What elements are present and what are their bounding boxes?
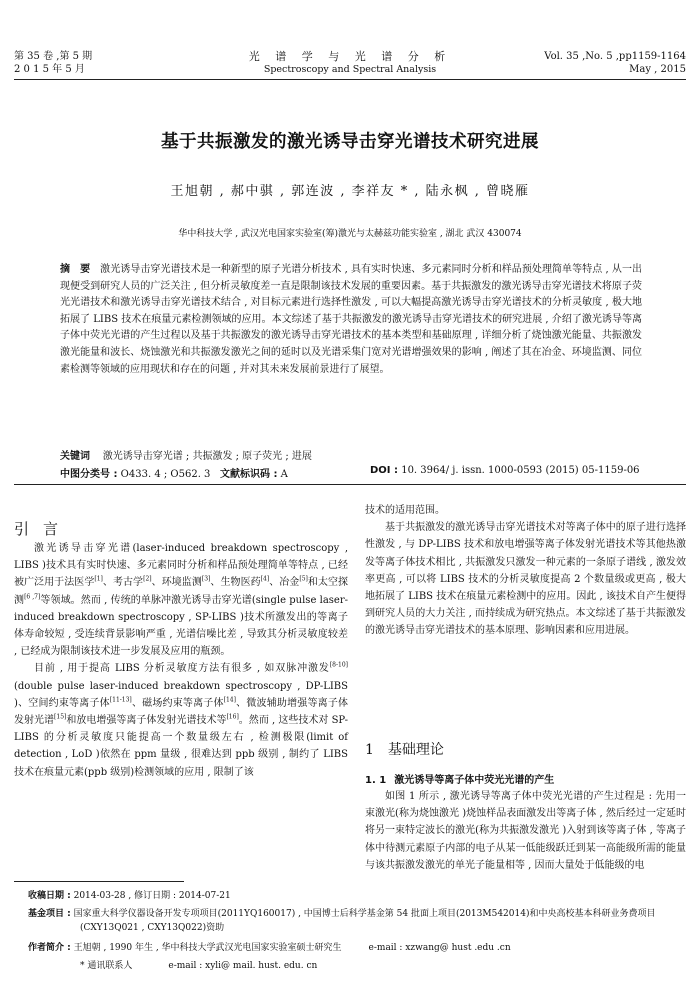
citation[interactable]: [14] xyxy=(223,696,236,704)
affiliation: 华中科技大学 , 武汉光电国家实验室(筹)激光与太赫兹功能实验室 , 湖北 武汉 430074 xyxy=(178,229,522,239)
intro-paragraph-3: 基于共振激发的激光诱导击穿光谱技术对等离子体中的原子进行选择性激发 , 与 DP-LIBS 技术和放电增强等离子体发射光谱技术等其他热激发等离子体技术相比 , 共振激发只激发一种元素的一条原子谱线 , 激发效率更高 , 可以将 LIBS 技术的分析灵敏度提高 2 个数量级或更高 , 极大地拓展了 LIBS 技术在痕量元素检测中的应用。因此 , 该技术自产生便得到研究人员的大力关注 , 而持续成为研究热点。本文综述了基于共振激发的激光诱导击穿光谱技术的基本原理、影响因素和应用进展。 xyxy=(365,522,686,637)
section-1-heading xyxy=(365,739,458,759)
received-value: 2014-03-28 , 修订日期 : 2014-07-21 xyxy=(73,891,231,901)
subsection-1-1-number: 1. 1 xyxy=(365,775,387,786)
abstract-divider xyxy=(14,484,686,485)
author-list: 王旭朝 , 郝中骐 , 郭连波 , 李祥友 * , 陆永枫 , 曾晓雁 xyxy=(170,184,530,199)
footnote-corresponding: * 通讯联系人 e-mail : xyli@ mail. hust. edu. cn xyxy=(80,961,318,971)
footnote-received xyxy=(28,889,688,903)
fund-value: 国家重大科学仪器设备开发专项项目(2011YQ160017) , 中国博士后科学基金第 54 批面上项目(2013M542014)和中央高校基本科研业务费项目(CXY13Q021 , CXY13Q022)资助 xyxy=(73,909,656,933)
footnote-divider xyxy=(14,881,184,882)
clc-code xyxy=(60,465,210,480)
paper-title: 基于共振激发的激光诱导击穿光谱技术研究进展 xyxy=(161,132,539,152)
received-label: 收稿日期 : xyxy=(28,891,71,901)
doi xyxy=(370,465,640,476)
doc-label: 文献标识码 : xyxy=(220,469,278,480)
intro-heading: 引言 xyxy=(14,520,73,538)
author-label: 作者简介 : xyxy=(28,943,71,953)
citation[interactable]: [6 ,7] xyxy=(24,593,41,601)
abstract xyxy=(60,262,642,378)
citation[interactable]: [11-13] xyxy=(109,696,132,704)
abstract-label: 摘 要 xyxy=(60,264,91,275)
document-code xyxy=(220,465,288,480)
citation[interactable]: [5] xyxy=(299,576,308,584)
intro-paragraph-2: 目前 , 用于提高 LIBS 分析灵敏度方法有很多 , 如双脉冲激发[8-10](double pulse laser-induced breakdown spectroscopy , DP-LIBS )、空间约束等离子体[11-13]、磁场约束等离子体[14]、微波辅助增强等离子体发射光谱[15]和放电增强等离子体发射光谱技术等[16]。然而 , 这些技术对 SP-LIBS 的分析灵敏度只能提高一个数量级左右 , 检测极限(limit of detection , LoD )依然在 ppm 量级 , 很难达到 ppb 级别 , 制约了 LIBS 技术在痕量元素(ppb 级别)检测领域的应用 , 限制了该 xyxy=(14,662,349,778)
header-divider xyxy=(14,79,686,80)
clc-value: O433. 4 ; O562. 3 xyxy=(120,469,211,480)
citation[interactable]: [16] xyxy=(226,713,239,721)
issue-line: 第 35 卷 ,第 5 期 xyxy=(14,51,93,62)
section-1-number: 1 xyxy=(365,742,374,758)
intro-paragraph-1: 激光诱导击穿光谱(laser-induced breakdown spectroscopy , LIBS )技术具有实时快速、多元素同时分析和样品预处理简单等特点 , 已经被广泛用于法医学[1]、考古学[2]、环境监测[3]、生物医药[4]、冶金[5]和太空探测[6 ,7]等领域。然而 , 传统的单脉冲激光诱导击穿光谱(single pulse laser-induced breakdown spectroscopy , SP-LIBS )技术所激发出的等离子体寿命较短 , 受连续背景影响严重 , 光谱信噪比差 , 导致其分析灵敏度较差 , 已经成为限制该技术进一步发展及应用的瓶颈。 xyxy=(14,543,349,658)
section-1-1-body xyxy=(365,788,686,874)
subsection-1-1-title: 激光诱导等离子体中荧光光谱的产生 xyxy=(394,775,555,786)
doi-value: 10. 3964/ j. issn. 1000-0593 (2015) 05-1159-06 xyxy=(401,465,640,476)
doi-label: DOI : xyxy=(370,465,399,476)
journal-name-cn: 光 谱 学 与 光 谱 分 析 xyxy=(248,50,452,63)
keywords-text: 激光诱导击穿光谱 ; 共振激发 ; 原子荧光 ; 进展 xyxy=(102,451,312,462)
keywords-label: 关键词 xyxy=(60,451,90,462)
volume-date: May , 2015 xyxy=(629,64,686,75)
clc-label: 中图分类号 : xyxy=(60,469,118,480)
citation[interactable]: [2] xyxy=(143,576,152,584)
date-line: 2 0 1 5 年 5 月 xyxy=(14,64,85,75)
citation[interactable]: [1] xyxy=(94,576,103,584)
section-1-1-paragraph: 如图 1 所示 , 激光诱导等离子体中荧光光谱的产生过程是 : 先用一束激光(称为烧蚀激光 )烧蚀样品表面激发出等离子体 , 然后经过一定延时将另一束特定波长的激光(称为共振激发激光 )入射到该等离子体 , 等离子体中待测元素原子内部的电子从某一低能级跃迁到某一高能级所需的能量与该共振激发激光的单光子能量相等 , 因而大量处于低能级的电 xyxy=(365,791,686,871)
footnote-fund xyxy=(28,907,688,935)
right-column xyxy=(365,502,686,640)
footnote-author xyxy=(28,941,688,955)
left-column xyxy=(14,540,348,781)
volume-pages: Vol. 35 ,No. 5 ,pp1159-1164 xyxy=(544,51,686,62)
doc-value: A xyxy=(280,469,288,480)
keywords xyxy=(60,447,312,462)
citation[interactable]: [3] xyxy=(201,576,211,584)
fund-label: 基金项目 : xyxy=(28,909,71,919)
intro-continuation: 技术的适用范围。 xyxy=(365,505,445,516)
journal-name-en: Spectroscopy and Spectral Analysis xyxy=(263,64,437,75)
author-value: 王旭朝 , 1990 年生 , 华中科技大学武汉光电国家实验室硕士研究生 e-mail : xzwang@ hust .edu .cn xyxy=(73,943,511,953)
journal-name xyxy=(200,50,500,76)
section-1-title: 基础理论 xyxy=(387,742,444,758)
citation[interactable]: [15] xyxy=(54,713,67,721)
abstract-text: 激光诱导击穿光谱技术是一种新型的原子光谱分析技术 , 具有实时快速、多元素同时分析和样品预处理简单等特点 , 从一出现便受到研究人员的广泛关注 , 但分析灵敏度差一直是限制该技术发展的重要因素。基于共振激发的激光诱导击穿光谱技术将原子荧光光谱技术和激光诱导击穿光谱技术结合 , 对目标元素进行选择性激发 , 可以大幅提高激光诱导击穿光谱技术的分析灵敏度 , 极大地拓展了 LIBS 技术在痕量元素检测领域的应用。本文综述了基于共振激发的激光诱导击穿光谱技术的研究进展 , 介绍了激光诱导等离子体中荧光光谱的产生过程以及基于共振激发的激光诱导击穿光谱技术的基本类型和基础原理 , 详细分析了烧蚀激光能量、共振激发激光能量和波长、烧蚀激光和共振激发激光之间的延时以及光谱采集门宽对光谱增强效果的影响 , 阐述了其在冶金、环境监测、同位素检测等领域的应用现状和存在的问题 , 并对其未来发展前景进行了展望。 xyxy=(60,264,642,375)
citation[interactable]: [8-10] xyxy=(329,662,348,670)
journal-issue-info xyxy=(14,50,92,76)
journal-volume-info xyxy=(544,50,686,76)
citation[interactable]: [4] xyxy=(260,576,270,584)
subsection-1-1-heading xyxy=(365,771,562,786)
